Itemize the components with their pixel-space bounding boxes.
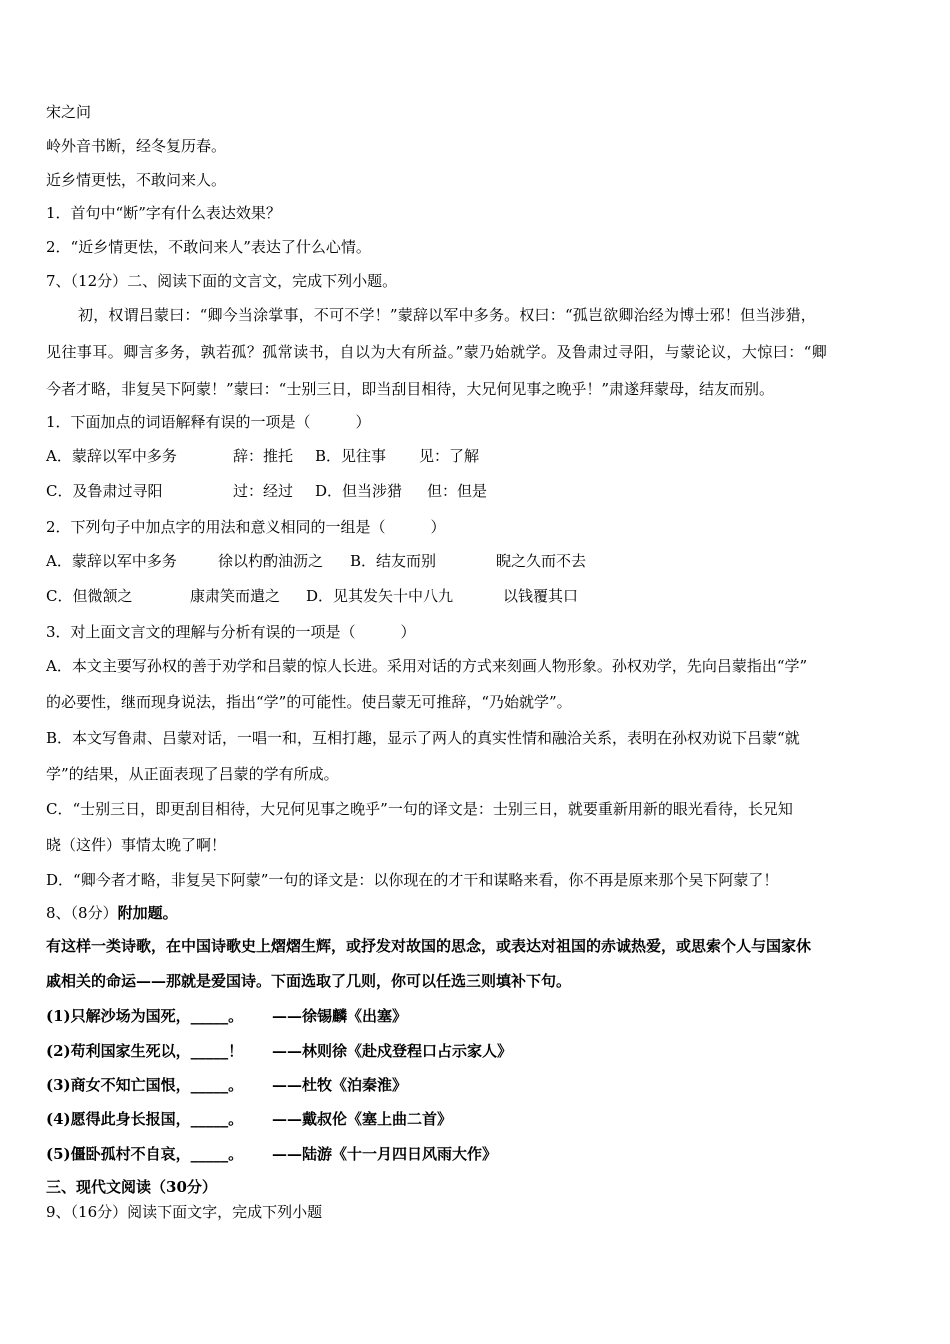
q8-item-3-source: ——杜牧《泊秦淮》 — [272, 1076, 408, 1094]
q7-s1-option-a-note: 辞：推托 — [233, 447, 294, 465]
q8-item-1 — [46, 1006, 407, 1026]
q7-s1-option-c: C．及鲁肃过寻阳 — [46, 482, 163, 500]
q8-header — [46, 903, 178, 923]
q8-item-1-text: (1)只解沙场为国死，_____。 — [46, 1007, 244, 1025]
q7-passage-line-2: 见往事耳。卿言多务，孰若孤？孤常读书，自以为大有所益。”蒙乃始就学。及鲁肃过寻阳，与蒙论议，大惊曰：“卿 — [46, 343, 828, 361]
q7-s3-option-d-line-1: D．“卿今者才略，非复吴下阿蒙”一句的译文是：以你现在的才干和谋略来看，你不再是原来那个吴下阿蒙了！ — [46, 871, 779, 889]
q8-item-4 — [46, 1109, 452, 1129]
q7-s2-option-c: C．但微颔之 — [46, 587, 133, 605]
q8-item-5 — [46, 1144, 497, 1164]
q7-s3-option-c-line-2: 晓（这件）事情太晚了啊！ — [46, 836, 227, 854]
q8-item-1-source: ——徐锡麟《出塞》 — [272, 1007, 408, 1025]
q8-item-2-text: (2)苟利国家生死以，_____！ — [46, 1042, 244, 1060]
q7-passage-line-3: 今者才略，非复吴下阿蒙！”蒙曰：“士别三日，即当刮目相待，大兄何见事之晚乎！”肃遂拜蒙母，结友而别。 — [46, 380, 775, 398]
q7-s1-options-cd — [46, 481, 487, 501]
q7-s1-option-a: A．蒙辞以军中多务 — [46, 447, 177, 465]
q7-s1-options-ab — [46, 446, 479, 466]
q7-s1-option-d-note: 但：但是 — [427, 482, 488, 500]
poem-author: 宋之问 — [46, 103, 92, 121]
q7-s2-option-a-pair: 徐以杓酌油沥之 — [218, 552, 324, 570]
q7-s2-options-cd — [46, 586, 578, 606]
q7-header: 7、（12分）二、阅读下面的文言文，完成下列小题。 — [46, 272, 398, 290]
q7-s2-option-d: D．见其发矢十中八九 — [306, 587, 454, 605]
poem-question-2: 2．“近乡情更怯，不敢问来人”表达了什么心情。 — [46, 238, 371, 256]
q7-s1-option-b-note: 见：了解 — [419, 447, 480, 465]
q7-s1-option-d: D．但当涉猎 — [315, 482, 403, 500]
q7-s1-stem: 1．下面加点的词语解释有误的一项是（ ） — [46, 413, 371, 431]
q8-item-3 — [46, 1075, 407, 1095]
q7-s2-option-b: B．结友而别 — [350, 552, 437, 570]
q8-header-prefix: 8、（8分） — [46, 904, 118, 922]
q8-item-4-source: ——戴叔伦《塞上曲二首》 — [272, 1110, 453, 1128]
section-3-title: 三、现代文阅读（30分） — [46, 1178, 217, 1196]
q8-intro-line-1: 有这样一类诗歌，在中国诗歌史上熠熠生辉，或抒发对故国的思念，或表达对祖国的赤诚热爱，或思索个人与国家休 — [46, 937, 812, 955]
q7-s3-option-b-line-2: 学”的结果，从正面表现了吕蒙的学有所成。 — [46, 765, 339, 783]
q7-s2-option-c-pair: 康肃笑而遣之 — [190, 587, 281, 605]
q8-intro-line-2: 戚相关的命运——那就是爱国诗。下面选取了几则，你可以任选三则填补下句。 — [46, 972, 572, 990]
q8-item-3-text: (3)商女不知亡国恨，_____。 — [46, 1076, 244, 1094]
q8-item-4-text: (4)愿得此身长报国，_____。 — [46, 1110, 244, 1128]
q9-header: 9、（16分）阅读下面文字，完成下列小题 — [46, 1203, 323, 1221]
q8-item-5-source: ——陆游《十一月四日风雨大作》 — [272, 1145, 498, 1163]
q8-item-5-text: (5)僵卧孤村不自哀，_____。 — [46, 1145, 244, 1163]
q7-s2-options-ab — [46, 551, 586, 571]
q7-s3-stem: 3．对上面文言文的理解与分析有误的一项是（ ） — [46, 623, 416, 641]
q7-s2-option-b-pair: 睨之久而不去 — [496, 552, 587, 570]
poem-question-1: 1．首句中“断”字有什么表达效果？ — [46, 204, 281, 222]
q7-s2-option-d-pair: 以钱覆其口 — [503, 587, 579, 605]
q7-s3-option-b-line-1: B．本文写鲁肃、吕蒙对话，一唱一和，互相打趣，显示了两人的真实性情和融洽关系，表明在孙权劝说下吕蒙“就 — [46, 729, 800, 747]
q8-item-2 — [46, 1041, 512, 1061]
q7-passage-line-1: 初，权谓吕蒙曰：“卿今当涂掌事，不可不学！”蒙辞以军中多务。权曰：“孤岂欲卿治经为博士邪！但当涉猎， — [78, 306, 817, 324]
q7-s1-option-c-note: 过：经过 — [233, 482, 294, 500]
q8-header-title: 附加题。 — [117, 904, 178, 922]
q7-s2-option-a: A．蒙辞以军中多务 — [46, 552, 177, 570]
poem-line-2: 近乡情更怯，不敢问来人。 — [46, 171, 227, 189]
q7-s2-stem: 2．下列句子中加点字的用法和意义相同的一组是（ ） — [46, 518, 446, 536]
q7-s3-option-c-line-1: C．“士别三日，即更刮目相待，大兄何见事之晚乎”一句的译文是：士别三日，就要重新用新的眼光看待，长兄知 — [46, 800, 793, 818]
poem-line-1: 岭外音书断，经冬复历春。 — [46, 137, 227, 155]
q8-item-2-source: ——林则徐《赴戍登程口占示家人》 — [272, 1042, 513, 1060]
q7-s3-option-a-line-2: 的必要性，继而现身说法，指出“学”的可能性。使吕蒙无可推辞，“乃始就学”。 — [46, 693, 572, 711]
q7-s1-option-b: B．见往事 — [315, 447, 387, 465]
q7-s3-option-a-line-1: A．本文主要写孙权的善于劝学和吕蒙的惊人长进。采用对话的方式来刻画人物形象。孙权劝学，先向吕蒙指出“学” — [46, 657, 808, 675]
